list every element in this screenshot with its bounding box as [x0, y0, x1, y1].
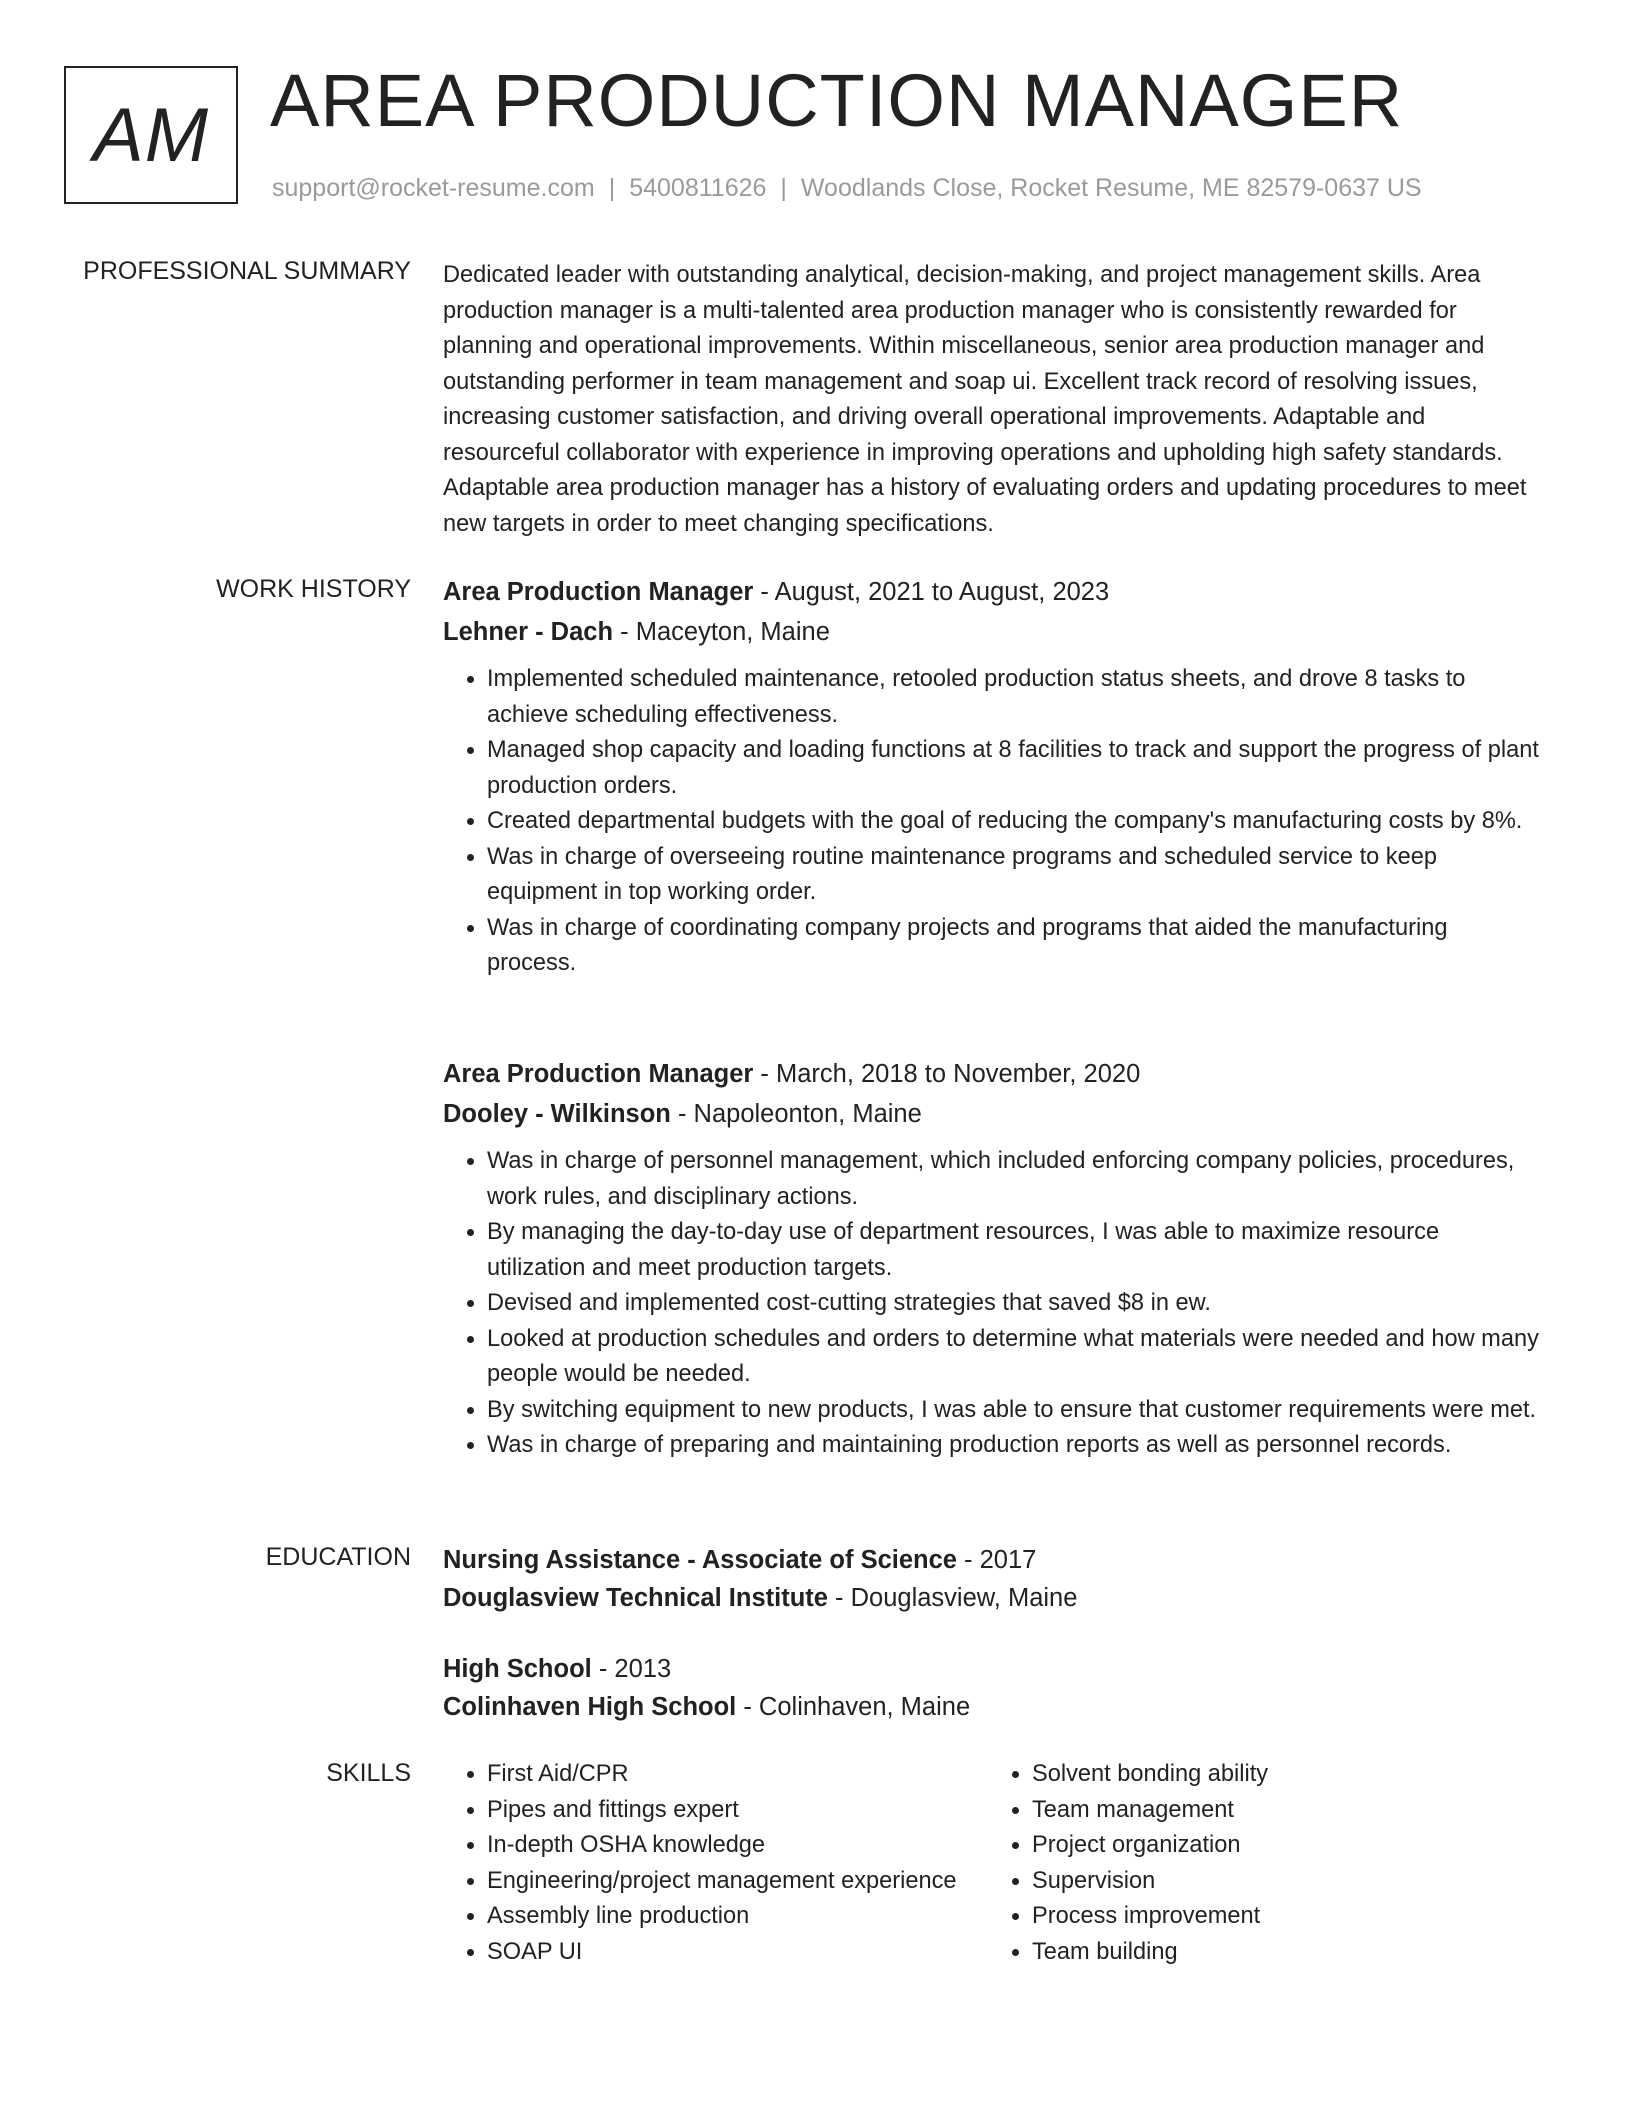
- education-degree: Nursing Assistance - Associate of Science: [443, 1546, 957, 1574]
- contact-separator: |: [780, 174, 787, 202]
- job-title-line: [443, 1054, 1543, 1094]
- contact-email[interactable]: support@rocket-resume.com: [272, 174, 595, 202]
- education-year: - 2013: [591, 1655, 672, 1683]
- job-bullet: • Was in charge of personnel management, which included enforcing company policies, procedures, work rules, and disciplinary actions.: [487, 1144, 1543, 1215]
- skill-item: • Solvent bonding ability: [1032, 1757, 1508, 1793]
- job-title: Area Production Manager: [443, 578, 754, 606]
- education-degree: High School: [443, 1655, 592, 1683]
- contact-line: [272, 174, 1422, 203]
- job-entry: [443, 1054, 1543, 1464]
- monogram-initials: AM: [93, 92, 209, 178]
- job-dates: - March, 2018 to November, 2020: [753, 1060, 1141, 1088]
- monogram-box: [64, 66, 238, 204]
- education-location: - Colinhaven, Maine: [736, 1693, 971, 1721]
- skill-item: • In-depth OSHA knowledge: [487, 1828, 963, 1864]
- job-bullets: [443, 662, 1543, 982]
- contact-address: Woodlands Close, Rocket Resume, ME 82579-0637 US: [800, 174, 1422, 202]
- job-title-line: [443, 572, 1543, 612]
- job-location: - Napoleonton, Maine: [670, 1100, 922, 1128]
- education-year: - 2017: [956, 1546, 1037, 1574]
- skill-item: • Project organization: [1032, 1828, 1508, 1864]
- job-bullet: • Was in charge of overseeing routine maintenance programs and scheduled service to keep equipment in top working order.: [487, 840, 1543, 911]
- education-school-line: [443, 1688, 1543, 1726]
- job-bullet: • Looked at production schedules and orders to determine what materials were needed and how many people would be needed.: [487, 1322, 1543, 1393]
- job-bullet: • Managed shop capacity and loading functions at 8 facilities to track and support the progress of plant production orders.: [487, 733, 1543, 804]
- skill-item: • Engineering/project management experience: [487, 1864, 963, 1900]
- skill-item: • SOAP UI: [487, 1935, 963, 1971]
- skill-item: • Assembly line production: [487, 1899, 963, 1935]
- skill-item: • Team management: [1032, 1793, 1508, 1829]
- education-entry: [443, 1541, 1543, 1617]
- skills-column-right: [988, 1757, 1508, 1971]
- education-school: Douglasview Technical Institute: [443, 1584, 828, 1612]
- job-bullet: • Implemented scheduled maintenance, retooled production status sheets, and drove 8 tasks to achieve scheduling effectiveness.: [487, 662, 1543, 733]
- job-dates: - August, 2021 to August, 2023: [753, 578, 1110, 606]
- job-company: Lehner - Dach: [443, 618, 614, 646]
- section-label-work-history: WORK HISTORY: [216, 575, 411, 603]
- section-label-summary: PROFESSIONAL SUMMARY: [83, 257, 411, 285]
- skill-item: • First Aid/CPR: [487, 1757, 963, 1793]
- job-bullets: [443, 1144, 1543, 1464]
- job-bullet: • Was in charge of coordinating company projects and programs that aided the manufacturing process.: [487, 911, 1543, 982]
- education-degree-line: [443, 1541, 1543, 1579]
- skill-item: • Team building: [1032, 1935, 1508, 1971]
- section-label-skills: SKILLS: [326, 1759, 411, 1787]
- job-entry: [443, 572, 1543, 982]
- contact-phone[interactable]: 5400811626: [629, 174, 767, 202]
- education-degree-line: [443, 1650, 1543, 1688]
- job-bullet: • Was in charge of preparing and maintaining production reports as well as personnel records.: [487, 1428, 1543, 1464]
- resume-title: AREA PRODUCTION MANAGER: [270, 59, 1404, 142]
- job-company-line: [443, 1094, 1543, 1134]
- summary-text: Dedicated leader with outstanding analytical, decision-making, and project management skills. Area production manager is a multi-talented area production manager who is consistently rewarded for planning and operational improvements. Within miscellaneous, senior area production manager and outstanding performer in team management and soap ui. Excellent track record of resolving issues, increasing customer satisfaction, and driving overall operational improvements. Adaptable and resourceful collaborator with experience in improving operations and upholding high safety standards. Adaptable area production manager has a history of evaluating orders and updating procedures to meet new targets in order to meet changing specifications.: [443, 262, 1527, 537]
- skills-column-left: [443, 1757, 963, 1971]
- job-bullet: • Created departmental budgets with the goal of reducing the company's manufacturing costs by 8%.: [487, 804, 1543, 840]
- job-company-line: [443, 612, 1543, 652]
- education-location: - Douglasview, Maine: [827, 1584, 1078, 1612]
- job-title: Area Production Manager: [443, 1060, 754, 1088]
- contact-separator: |: [608, 174, 616, 202]
- section-label-education: EDUCATION: [265, 1543, 411, 1571]
- skill-item: • Process improvement: [1032, 1899, 1508, 1935]
- job-bullet: • By managing the day-to-day use of department resources, I was able to maximize resource utilization and meet production targets.: [487, 1215, 1543, 1286]
- job-bullet: • By switching equipment to new products, I was able to ensure that customer requirements were met.: [487, 1393, 1543, 1429]
- education-entry: [443, 1650, 1543, 1726]
- education-school-line: [443, 1579, 1543, 1617]
- skill-item: • Pipes and fittings expert: [487, 1793, 963, 1829]
- education-school: Colinhaven High School: [443, 1693, 737, 1721]
- job-location: - Maceyton, Maine: [613, 618, 830, 646]
- job-bullet: • Devised and implemented cost-cutting strategies that saved $8 in ew.: [487, 1286, 1543, 1322]
- job-company: Dooley - Wilkinson: [443, 1100, 671, 1128]
- skill-item: • Supervision: [1032, 1864, 1508, 1900]
